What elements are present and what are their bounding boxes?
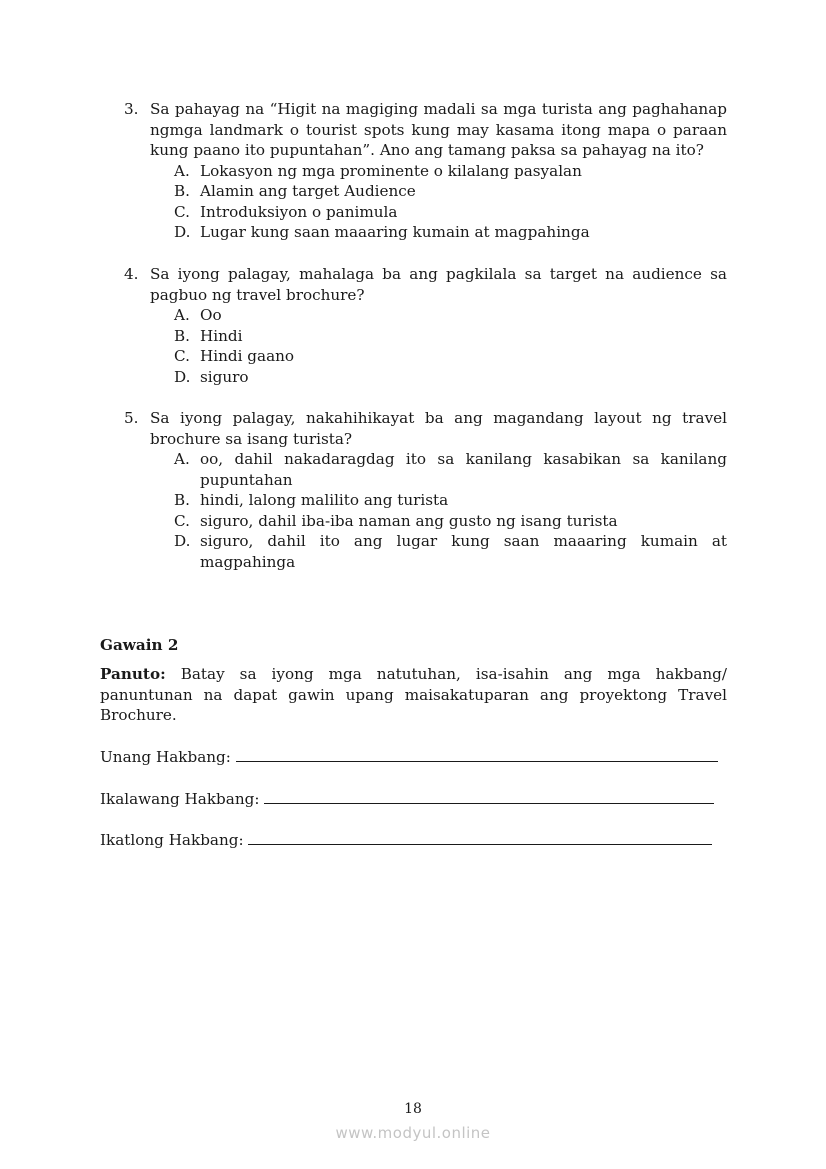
option-text: siguro, dahil ito ang lugar kung saan maaaring kumain at magpahinga [200,532,727,571]
option-text: Hindi [200,326,243,345]
question-number: 3. [124,100,139,118]
option-text: Lokasyon ng mga prominente o kilalang pasyalan [200,161,582,180]
instruction-text: Batay sa iyong mga natutuhan, isa-isahin ang mga hakbang/ panuntunan na dapat gawin upang maisakatuparan ang proyektong Travel Brochure. [100,665,728,724]
question-4 [124,264,727,387]
step-3-answer-line[interactable] [248,830,712,845]
option-a [174,161,727,182]
option-text: siguro, dahil iba-iba naman ang gusto ng isang turista [200,511,618,530]
option-text: Introduksiyon o panimula [200,202,398,221]
option-letter: B. [174,326,190,345]
option-d [174,367,727,388]
question-3 [124,99,727,243]
option-text: Lugar kung saan maaaring kumain at magpahinga [200,223,590,241]
step-2-answer-line[interactable] [264,789,714,804]
option-letter: C. [174,511,190,530]
option-d [174,222,727,243]
question-number: 4. [124,265,139,283]
option-text: oo, dahil nakadaragdag ito sa kanilang kasabikan sa kanilang pupuntahan [200,450,727,489]
option-list [124,161,727,243]
instruction-label: Panuto: [100,665,166,683]
page-number: 18 [404,1101,422,1117]
step-3-label: Ikatlong Hakbang: [100,831,244,849]
option-c [174,511,727,532]
option-letter: A. [174,161,190,180]
question-text: Sa iyong palagay, mahalaga ba ang pagkilala sa target na audience sa pagbuo ng travel brochure? [150,265,727,304]
step-1-row [100,747,718,767]
question-number: 5. [124,409,139,427]
option-c [174,202,727,223]
option-letter: D. [174,223,191,241]
option-text: Hindi gaano [200,347,295,365]
step-2-label: Ikalawang Hakbang: [100,790,260,808]
option-letter: A. [174,450,190,468]
step-3-row [100,830,712,850]
option-text: Oo [200,306,222,324]
watermark: www.modyul.online [335,1124,491,1142]
option-text: Alamin ang target Audience [200,182,416,200]
step-2-row [100,789,714,809]
option-letter: B. [174,182,190,200]
option-a [174,449,727,490]
option-letter: B. [174,491,190,509]
option-b [174,181,727,202]
option-letter: C. [174,202,190,221]
option-letter: A. [174,306,190,324]
option-list [124,449,727,572]
instruction [100,664,727,726]
question-5 [124,408,727,572]
option-d [174,531,727,572]
option-letter: D. [174,532,191,550]
option-text: hindi, lalong malilito ang turista [200,491,449,509]
question-text: Sa iyong palagay, nakahihikayat ba ang magandang layout ng travel brochure sa isang turista? [150,409,727,448]
option-text: siguro [200,367,249,386]
option-letter: C. [174,347,190,365]
step-1-label: Unang Hakbang: [100,748,231,766]
option-list [124,305,727,387]
option-b [174,326,727,347]
option-c [174,346,727,367]
option-b [174,490,727,511]
activity-title: Gawain 2 [100,636,179,654]
step-1-answer-line[interactable] [236,747,718,762]
question-text: Sa pahayag na “Higit na magiging madali sa mga turista ang paghahanap ngmga landmark o tourist spots kung may kasama itong mapa o paraan kung paano ito pupuntahan”. Ano ang tamang paksa sa pahayag na ito? [150,100,727,159]
option-a [174,305,727,326]
option-letter: D. [174,367,191,386]
